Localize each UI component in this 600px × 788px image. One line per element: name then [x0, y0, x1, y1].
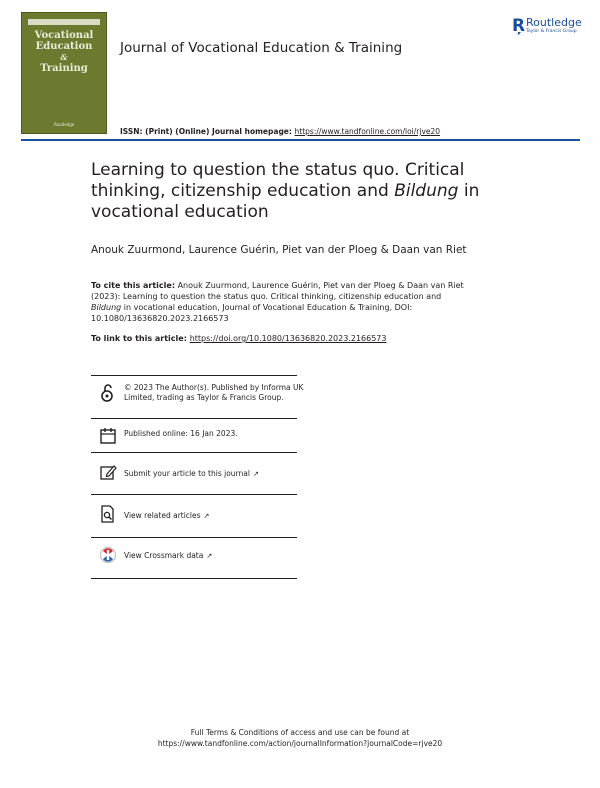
- related-articles-row[interactable]: [91, 504, 301, 534]
- external-link-icon: ↗: [206, 552, 213, 560]
- article-authors: Anouk Zuurmond, Laurence Guérin, Piet van der Ploeg & Daan van Riet: [91, 244, 467, 256]
- related-articles-link[interactable]: View related articles: [124, 511, 201, 520]
- open-access-icon: [99, 383, 117, 403]
- calendar-icon: [99, 426, 117, 446]
- article-link-line: To link to this article: https://doi.org/10.1080/13636820.2023.2166573: [91, 334, 387, 343]
- crossmark-link[interactable]: View Crossmark data: [124, 551, 204, 560]
- edit-icon: [99, 462, 117, 482]
- crossmark-row[interactable]: [91, 545, 301, 575]
- cover-publisher: Routledge: [54, 122, 75, 127]
- crossmark-icon: [99, 545, 117, 565]
- journal-cover-image: [21, 12, 107, 134]
- submit-article-link[interactable]: Submit your article to this journal: [124, 469, 250, 478]
- journal-information-link[interactable]: https://www.tandfonline.com/action/journalInformation?journalCode=rjve20: [157, 739, 443, 748]
- cover-title: Vocational Education & Training: [34, 30, 94, 74]
- citation-block: To cite this article: Anouk Zuurmond, Laurence Guérin, Piet van der Ploeg & Daan van Riet (2023): Learning to question the status quo. Critical thinking, citizenship education and Bildung in vocational education, Journal of Vocational Education & Training, DOI: 10.1080/13636820.2023.2166573: [91, 281, 464, 323]
- routledge-r-icon: Ŗ: [512, 16, 526, 36]
- divider: [91, 494, 297, 495]
- open-access-row: © 2023 The Author(s). Published by Informa UK Limited, trading as Taylor & Francis Group.: [91, 383, 301, 423]
- article-title: Learning to question the status quo. Critical thinking, citizenship education and Bildung in vocational education: [91, 160, 480, 222]
- cover-top-band: [28, 19, 100, 25]
- issn-line: ISSN: (Print) (Online) Journal homepage: https://www.tandfonline.com/loi/rjve20: [120, 127, 441, 136]
- divider: [91, 537, 297, 538]
- footer-terms: Full Terms & Conditions of access and use can be found at https://www.tandfonline.com/action/journalInformation?journalCode=rjve20: [0, 727, 600, 749]
- external-link-icon: ↗: [203, 512, 210, 520]
- divider: [91, 418, 297, 419]
- related-articles-icon: [99, 504, 117, 524]
- journal-homepage-link[interactable]: https://www.tandfonline.com/loi/rjve20: [294, 127, 441, 136]
- doi-link[interactable]: https://doi.org/10.1080/13636820.2023.2166573: [189, 334, 387, 343]
- divider: [91, 452, 297, 453]
- divider: [91, 578, 297, 579]
- published-row: Published online: 16 Jan 2023.: [91, 426, 301, 456]
- submit-article-row[interactable]: [91, 462, 301, 492]
- divider: [91, 375, 297, 376]
- journal-title: Journal of Vocational Education & Training: [120, 40, 403, 56]
- header-divider: [21, 139, 580, 141]
- external-link-icon: ↗: [252, 470, 259, 478]
